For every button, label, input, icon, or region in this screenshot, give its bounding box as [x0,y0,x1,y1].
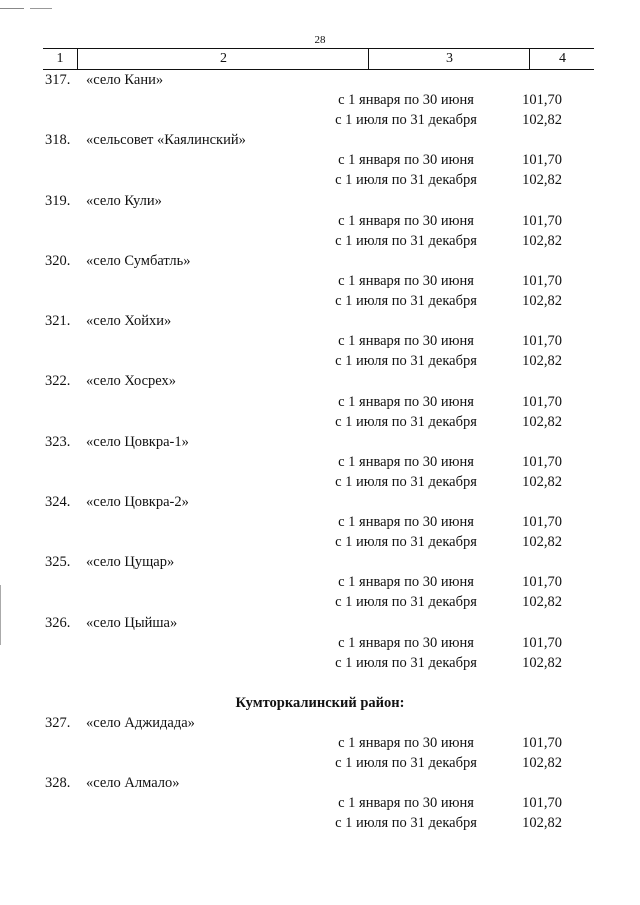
table-row [0,231,640,251]
period-text: с 1 июля по 31 декабря [335,473,477,490]
settlement-name: «село Цыйша» [86,614,178,631]
row-number: 321. [45,313,71,330]
row-number: 322. [45,373,71,390]
table-row [0,713,640,733]
period-text: с 1 июля по 31 декабря [335,232,477,249]
row-number: 328. [45,775,71,792]
index-value: 102,82 [522,353,562,370]
table-row [0,211,640,231]
index-value: 102,82 [522,594,562,611]
period-text: с 1 января по 30 июня [338,574,474,591]
index-value: 102,82 [522,112,562,129]
row-number: 324. [45,493,71,510]
index-value: 102,82 [522,473,562,490]
period-text: с 1 июля по 31 декабря [335,594,477,611]
index-value: 102,82 [522,293,562,310]
table-row [0,271,640,291]
row-number: 323. [45,433,71,450]
settlement-name: «село Алмало» [86,775,180,792]
index-value: 101,70 [522,514,562,531]
row-number: 320. [45,252,71,269]
row-number: 326. [45,614,71,631]
settlement-name: «село Хойхи» [86,313,172,330]
table-row [0,532,640,552]
settlement-name: «село Сумбатль» [86,252,191,269]
table-row [0,90,640,110]
period-text: с 1 июля по 31 декабря [335,755,477,772]
period-text: с 1 января по 30 июня [338,272,474,289]
index-value: 102,82 [522,815,562,832]
index-value: 101,70 [522,735,562,752]
period-text: с 1 июля по 31 декабря [335,293,477,310]
table-row [0,753,640,773]
index-value: 101,70 [522,393,562,410]
row-number: 318. [45,132,71,149]
index-value: 101,70 [522,152,562,169]
row-number: 325. [45,554,71,571]
table-row [0,452,640,472]
table-row [0,552,640,572]
period-text: с 1 июля по 31 декабря [335,413,477,430]
table-row [0,613,640,633]
period-text: с 1 января по 30 июня [338,735,474,752]
period-text: с 1 июля по 31 декабря [335,654,477,671]
table-row [0,432,640,452]
table-row [0,351,640,371]
table-row [0,291,640,311]
table-row [0,150,640,170]
period-text: с 1 января по 30 июня [338,152,474,169]
period-text: с 1 января по 30 июня [338,333,474,350]
table-header [43,48,594,70]
row-number: 327. [45,715,71,731]
table-row [0,653,640,673]
blank-row [0,673,640,693]
table-row [0,371,640,391]
table-row [0,110,640,130]
table-row [0,793,640,813]
table-row [0,492,640,512]
settlement-name: «село Кани» [86,72,164,88]
table-row [0,512,640,532]
period-text: с 1 января по 30 июня [338,795,474,812]
period-text: с 1 января по 30 июня [338,453,474,470]
period-text: с 1 января по 30 июня [338,634,474,651]
settlement-name: «село Цовкра-1» [86,433,189,450]
table-body [0,70,640,834]
period-text: с 1 июля по 31 декабря [335,112,477,129]
period-text: с 1 июля по 31 декабря [335,172,477,189]
period-text: с 1 января по 30 июня [338,92,474,109]
period-text: с 1 июля по 31 декабря [335,353,477,370]
table-row [0,70,640,90]
table-row [0,331,640,351]
column-header-3: 3 [368,49,530,69]
scan-edge-mark [0,8,24,9]
period-text: с 1 января по 30 июня [338,212,474,229]
index-value: 102,82 [522,534,562,551]
period-text: с 1 июля по 31 декабря [335,815,477,832]
table-row [0,251,640,271]
row-number: 319. [45,192,71,209]
table-row [0,170,640,190]
index-value: 102,82 [522,413,562,430]
index-value: 101,70 [522,795,562,812]
column-header-4: 4 [529,49,595,69]
period-text: с 1 июля по 31 декабря [335,534,477,551]
table-row [0,130,640,150]
index-value: 101,70 [522,634,562,651]
settlement-name: «село Аджидада» [86,715,195,731]
settlement-name: «село Кули» [86,192,162,209]
column-header-2: 2 [77,49,369,69]
table-row [0,311,640,331]
row-number: 317. [45,72,71,88]
index-value: 102,82 [522,172,562,189]
settlement-name: «сельсовет «Каялинский» [86,132,246,149]
index-value: 101,70 [522,574,562,591]
index-value: 101,70 [522,453,562,470]
index-value: 102,82 [522,755,562,772]
table-row [0,813,640,833]
index-value: 102,82 [522,654,562,671]
index-value: 101,70 [522,212,562,229]
settlement-name: «село Цовкра-2» [86,493,189,510]
table-row [0,773,640,793]
table-row [0,412,640,432]
table-row [0,572,640,592]
table-row [0,472,640,492]
period-text: с 1 января по 30 июня [338,514,474,531]
table-row [0,191,640,211]
index-value: 101,70 [522,92,562,109]
table-row [0,592,640,612]
table-row [0,733,640,753]
table-row [0,633,640,653]
page-number: 28 [314,34,326,46]
district-row [0,693,640,713]
district-heading: Кумторкалинский район: [235,694,405,711]
index-value: 102,82 [522,232,562,249]
table-row [0,392,640,412]
period-text: с 1 января по 30 июня [338,393,474,410]
scan-edge-mark [30,8,52,9]
settlement-name: «село Хосрех» [86,373,177,390]
settlement-name: «село Цущар» [86,554,175,571]
column-header-1: 1 [56,51,64,66]
index-value: 101,70 [522,272,562,289]
index-value: 101,70 [522,333,562,350]
